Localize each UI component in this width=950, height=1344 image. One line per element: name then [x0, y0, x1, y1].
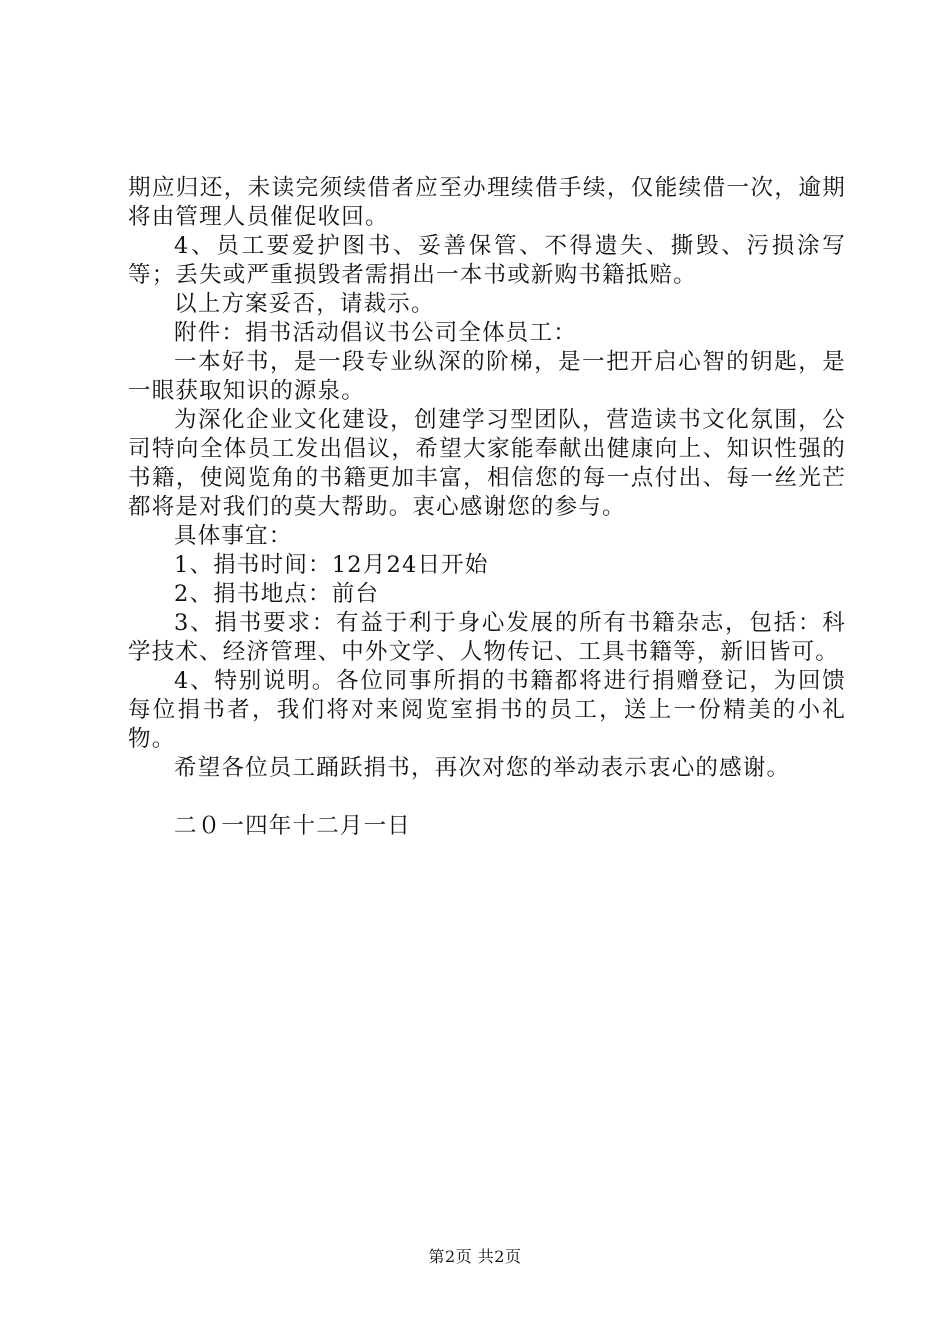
page-footer: 第2页 共2页 — [428, 1247, 522, 1266]
document-body — [128, 174, 846, 841]
paragraph-special-note: 4、特别说明。各位同事所捐的书籍都将进行捐赠登记，为回馈每位捐书者，我们将对来阅览室捐书的员工，送上一份精美的小礼物。 — [128, 668, 846, 752]
paragraph-donation-time: 1、捐书时间：12月24日开始 — [174, 552, 489, 578]
paragraph-continuation: 期应归还，未读完须续借者应至办理续借手续，仅能续借一次，逾期将由管理人员催促收回。 — [128, 175, 846, 230]
paragraph-approval-request: 以上方案妥否，请裁示。 — [174, 291, 435, 317]
paragraph-details-heading: 具体事宜： — [174, 523, 293, 549]
paragraph-initiative: 为深化企业文化建设，创建学习型团队，营造读书文化氛围，公司特向全体员工发出倡议，希望大家能奉献出健康向上、知识性强的书籍，使阅览角的书籍更加丰富，相信您的每一点付出、每一丝光芒都将是对我们的莫大帮助。衷心感谢您的参与。 — [128, 407, 846, 520]
paragraph-donation-location: 2、捐书地点：前台 — [174, 581, 380, 607]
paragraph-closing: 希望各位员工踊跃捐书，再次对您的举动表示衷心的感谢。 — [174, 755, 791, 781]
paragraph-donation-requirements: 3、捐书要求：有益于利于身心发展的所有书籍杂志，包括：科学技术、经济管理、中外文学、人物传记、工具书籍等，新旧皆可。 — [128, 610, 846, 665]
document-date: 二０一四年十二月一日 — [174, 813, 412, 839]
paragraph-book-quote: 一本好书，是一段专业纵深的阶梯，是一把开启心智的钥匙，是一眼获取知识的源泉。 — [128, 349, 846, 404]
paragraph-attachment-heading: 附件：捐书活动倡议书公司全体员工： — [174, 320, 577, 346]
paragraph-rule-4: 4、员工要爱护图书、妥善保管、不得遗失、撕毁、污损涂写等；丢失或严重损毁者需捐出一本书或新购书籍抵赔。 — [128, 233, 846, 288]
